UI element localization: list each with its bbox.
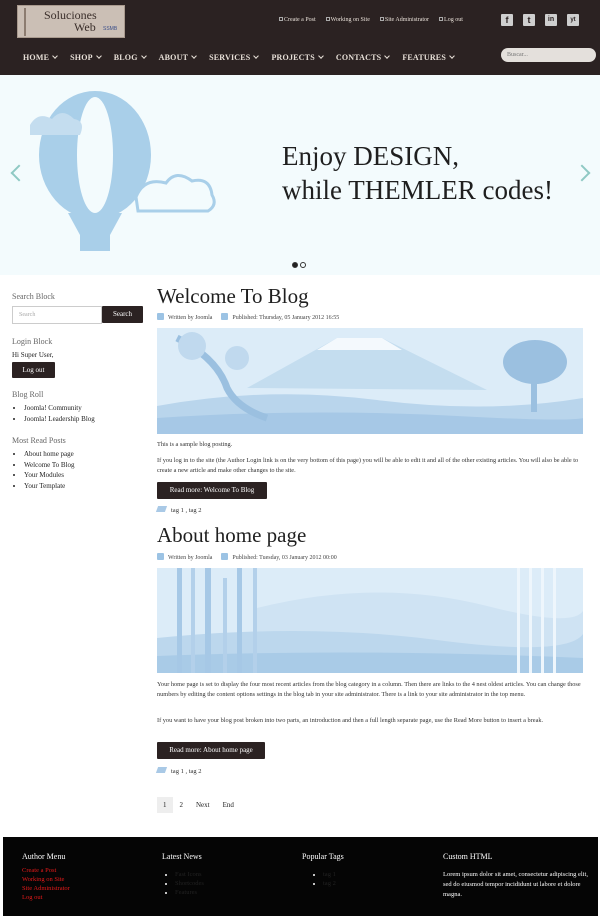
sidebar-search-button[interactable]: Search — [102, 306, 143, 323]
site-logo[interactable] — [17, 5, 125, 38]
tag-icon — [156, 767, 167, 773]
article-title[interactable]: Welcome To Blog — [157, 284, 309, 308]
latest-news-label: Shortcodes — [175, 880, 204, 887]
calendar-icon — [221, 553, 228, 560]
nav-home[interactable] — [23, 53, 57, 62]
footer-link-log-out[interactable]: Log out — [22, 894, 43, 901]
sidebar-logout-button[interactable]: Log out — [12, 362, 55, 378]
author-menu-title: Author Menu — [22, 852, 66, 861]
sidebar-search-input[interactable]: Search — [12, 306, 102, 324]
blog-roll-title: Blog Roll — [12, 390, 44, 399]
nav-label: ABOUT — [158, 53, 189, 62]
chevron-down-icon — [254, 53, 260, 59]
most-read-list — [16, 449, 75, 491]
balloon-illustration — [28, 85, 228, 260]
top-link-log-out[interactable] — [439, 17, 463, 23]
nav-shop[interactable] — [70, 53, 101, 62]
latest-news-label: Fast Icons — [175, 871, 202, 878]
slider-dots — [292, 262, 306, 268]
author-menu — [22, 866, 70, 902]
nav-label: CONTACTS — [335, 53, 382, 62]
nav-contacts[interactable] — [336, 53, 389, 62]
nav-about[interactable] — [159, 53, 196, 62]
page-next[interactable]: Next — [196, 801, 210, 809]
nav-label: SHOP — [70, 53, 93, 62]
blog-roll-item[interactable]: • Joomla! Leadership Blog — [24, 414, 95, 425]
article-paragraph: If you want to have your blog post broken into two parts, an introduction and then a full length separate page, use the Read More button to insert a break. — [157, 717, 544, 724]
popular-tag-label: tag 2 — [323, 880, 336, 887]
top-link-label: Create a Post — [284, 17, 316, 23]
linkedin-icon[interactable]: in — [545, 14, 557, 26]
popular-tags-title: Popular Tags — [302, 852, 344, 861]
logo-line-3: SSMB — [103, 26, 118, 32]
social-links — [501, 14, 579, 26]
main-nav — [23, 53, 467, 62]
article-published: Published: Tuesday, 03 January 2012 00:00 — [232, 555, 337, 561]
hero-headline-2: while THEMLER codes! — [282, 175, 553, 205]
read-more-button[interactable]: Read more: About home page — [157, 742, 265, 759]
square-icon — [439, 17, 443, 21]
popular-tag-item[interactable] — [323, 879, 336, 888]
page-2[interactable]: 2 — [179, 801, 183, 809]
youtube-icon[interactable]: yt — [567, 14, 579, 26]
login-block-title: Login Block — [12, 337, 53, 346]
user-icon — [157, 313, 164, 320]
header-search-input[interactable] — [501, 48, 596, 62]
page-1[interactable]: 1 — [157, 797, 173, 813]
most-read-item[interactable]: • Your Template — [24, 481, 75, 492]
chevron-down-icon — [141, 53, 147, 59]
chevron-down-icon — [96, 53, 102, 59]
read-more-button[interactable]: Read more: Welcome To Blog — [157, 482, 267, 499]
article-meta — [157, 553, 337, 561]
slider-prev-icon[interactable] — [11, 165, 28, 182]
blog-roll-list — [16, 403, 95, 424]
slider-next-icon[interactable] — [574, 165, 591, 182]
footer-link-site-administrator[interactable]: Site Administrator — [22, 885, 70, 892]
most-read-item[interactable]: • Welcome To Blog — [24, 460, 75, 471]
hero-slider — [0, 75, 600, 275]
page-end[interactable]: End — [222, 801, 234, 809]
most-read-item[interactable]: • Your Modules — [24, 470, 75, 481]
nav-label: FEATURES — [402, 53, 446, 62]
nav-label: SERVICES — [209, 53, 251, 62]
chevron-down-icon — [318, 53, 324, 59]
article-meta — [157, 313, 339, 321]
top-link-label: Log out — [444, 17, 463, 23]
calendar-icon — [221, 313, 228, 320]
latest-news-item[interactable] — [175, 888, 204, 897]
nav-label: BLOG — [113, 53, 138, 62]
top-link-site-administrator[interactable] — [380, 17, 429, 23]
footer-link-create-post[interactable]: Create a Post — [22, 867, 57, 874]
popular-tags-list — [315, 870, 336, 888]
square-icon — [380, 17, 384, 21]
nav-services[interactable] — [209, 53, 258, 62]
most-read-title: Most Read Posts — [12, 436, 66, 445]
latest-news-item[interactable] — [175, 879, 204, 888]
logo-line-2: Web — [74, 20, 96, 34]
article-paragraph: This is a sample blog posting. — [157, 441, 233, 448]
top-link-working-on-site[interactable] — [326, 17, 370, 23]
chevron-down-icon — [191, 53, 197, 59]
nav-label: HOME — [23, 53, 50, 62]
article-paragraph: If you log in to the site (the Author Login link is on the very bottom of this page) you will be able to edit it and all of the other existing articles. You will also be able to create a new article and make other changes to the site. — [157, 457, 579, 474]
footer-link-working-on-site[interactable]: Working on Site — [22, 876, 65, 883]
facebook-icon[interactable]: f — [501, 14, 513, 26]
article-paragraph: Your home page is set to display the four most recent articles from the blog category in a column. Then there are links to the 4 nest oldest articles. You can change those numbers by editing the content options settings in the blog tab in your site administrator. There is a link to your site administrator in the top menu. — [157, 681, 581, 698]
twitter-icon[interactable]: t — [523, 14, 535, 26]
article-tags-text[interactable]: tag 1 , tag 2 — [171, 507, 202, 514]
login-greeting: Hi Super User, — [12, 351, 54, 359]
square-icon — [326, 17, 330, 21]
site-header — [0, 0, 600, 75]
article-author: Written by Joomla — [168, 315, 213, 321]
nav-features[interactable] — [402, 53, 454, 62]
nav-label: PROJECTS — [271, 53, 315, 62]
custom-html-text: Lorem ipsum dolor sit amet, consectetur adipiscing elit, sed do eiusmod tempor incididunt ut labore et dolore magna. — [443, 871, 588, 898]
article-title[interactable]: About home page — [157, 523, 307, 547]
latest-news-item[interactable] — [175, 870, 204, 879]
top-link-create-post[interactable] — [279, 17, 316, 23]
hero-headline-1: Enjoy DESIGN, — [282, 141, 459, 171]
article-author: Written by Joomla — [168, 555, 213, 561]
user-icon — [157, 553, 164, 560]
mountain-landscape-image — [157, 328, 583, 434]
latest-news-title: Latest News — [162, 852, 202, 861]
blog-roll-item[interactable]: • Joomla! Community — [24, 403, 95, 414]
chevron-down-icon — [52, 53, 58, 59]
slider-dot-1[interactable] — [292, 262, 298, 268]
square-icon — [279, 17, 283, 21]
article-tags — [157, 506, 202, 514]
popular-tag-label: tag 1 — [323, 871, 336, 878]
nav-blog[interactable] — [114, 53, 146, 62]
article-tags-text[interactable]: tag 1 , tag 2 — [171, 768, 202, 775]
top-link-label: Working on Site — [330, 17, 370, 23]
nav-projects[interactable] — [271, 53, 322, 62]
chevron-down-icon — [384, 53, 390, 59]
logo-mark — [24, 8, 40, 36]
bamboo-landscape-image — [157, 568, 583, 673]
top-links — [279, 17, 463, 23]
logo-line-1: Soluciones — [44, 8, 97, 22]
article-published: Published: Thursday, 05 January 2012 16:55 — [232, 315, 340, 321]
site-footer — [3, 837, 598, 916]
latest-news-label: Features — [175, 889, 198, 896]
top-link-label: Site Administrator — [384, 17, 430, 23]
search-block-title: Search Block — [12, 292, 55, 301]
article-image — [157, 568, 583, 673]
article-image — [157, 328, 583, 434]
popular-tag-item[interactable] — [323, 870, 336, 879]
pagination — [157, 797, 247, 813]
chevron-down-icon — [449, 53, 455, 59]
most-read-item[interactable]: • About home page — [24, 449, 75, 460]
custom-html-title: Custom HTML — [443, 852, 493, 861]
tag-icon — [156, 506, 167, 512]
latest-news-list — [167, 870, 204, 897]
slider-dot-2[interactable] — [300, 262, 306, 268]
article-tags — [157, 767, 202, 775]
